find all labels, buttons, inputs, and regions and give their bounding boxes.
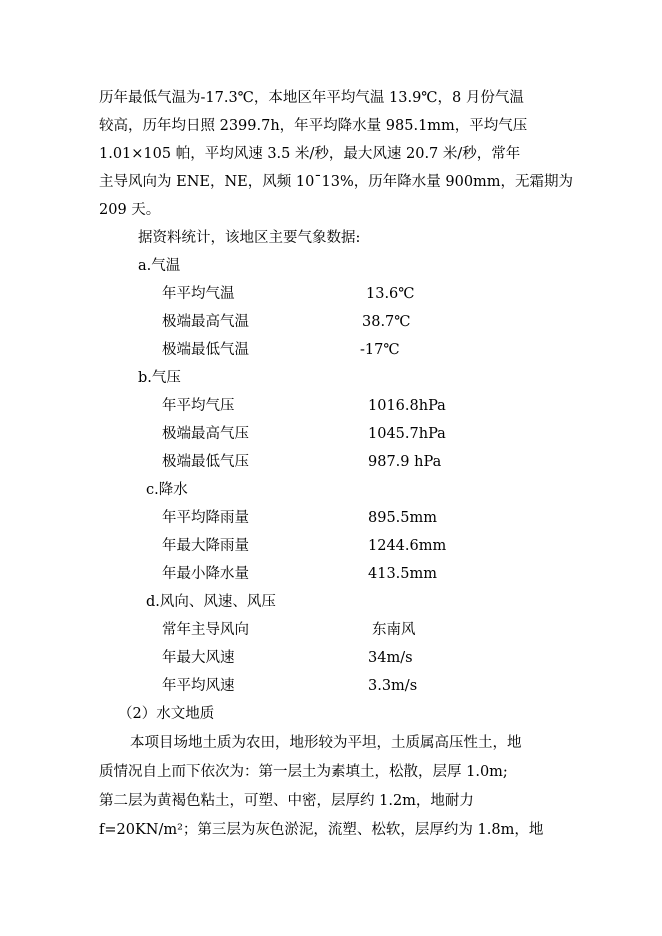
row-label: 年平均风速: [162, 678, 235, 694]
row-value: 413.5mm: [368, 566, 438, 582]
row-label: 年平均降雨量: [162, 510, 249, 526]
row-value: 1244.6mm: [368, 538, 447, 554]
intro-line: 209 天。: [99, 202, 161, 218]
stats-intro: 据资料统计，该地区主要气象数据:: [138, 230, 361, 246]
hydro-line: f=20KN/m²；第三层为灰色淤泥，流塑、松软，层厚约为 1.8m，地: [99, 822, 544, 838]
row-value: 3.3m/s: [368, 678, 418, 694]
row-label: 极端最高气压: [162, 426, 249, 442]
row-label: 极端最低气温: [162, 342, 249, 358]
intro-line: 1.01×105 帕，平均风速 3.5 米/秒，最大风速 20.7 米/秒，常年: [99, 146, 521, 162]
row-value: 13.6℃: [366, 286, 415, 302]
row-value: 34m/s: [368, 650, 413, 666]
row-label: 年最小降水量: [162, 566, 249, 582]
row-label: 年最大降雨量: [162, 538, 249, 554]
hydro-line: 第二层为黄褐色粘土，可塑、中密，层厚约 1.2m，地耐力: [99, 793, 474, 809]
intro-line: 主导风向为 ENE，NE，风频 10¯13%，历年降水量 900mm，无霜期为: [99, 174, 574, 190]
section-heading: d.风向、风速、风压: [146, 594, 276, 610]
section-heading: （2）水文地质: [118, 706, 215, 722]
row-label: 年平均气压: [162, 398, 235, 414]
row-value: 38.7℃: [362, 314, 411, 330]
section-heading: c.降水: [146, 482, 188, 498]
hydro-line: 质情况自上而下依次为：第一层土为素填土，松散，层厚 1.0m;: [99, 764, 508, 780]
row-label: 常年主导风向: [162, 622, 249, 638]
row-label: 极端最高气温: [162, 314, 249, 330]
hydro-line: 本项目场地土质为农田，地形较为平坦，土质属高压性土，地: [130, 735, 522, 751]
section-heading: a.气温: [138, 258, 181, 274]
section-heading: b.气压: [138, 370, 181, 386]
row-value: 东南风: [372, 622, 416, 638]
row-value: -17℃: [360, 342, 400, 358]
row-label: 年平均气温: [162, 286, 235, 302]
intro-line: 较高，历年均日照 2399.7h，年平均降水量 985.1mm，平均气压: [99, 118, 528, 134]
row-value: 987.9 hPa: [368, 454, 442, 470]
intro-line: 历年最低气温为-17.3℃，本地区年平均气温 13.9℃，8 月份气温: [99, 90, 524, 106]
row-label: 年最大风速: [162, 650, 235, 666]
row-value: 1016.8hPa: [368, 398, 446, 414]
row-value: 895.5mm: [368, 510, 438, 526]
row-label: 极端最低气压: [162, 454, 249, 470]
row-value: 1045.7hPa: [368, 426, 446, 442]
